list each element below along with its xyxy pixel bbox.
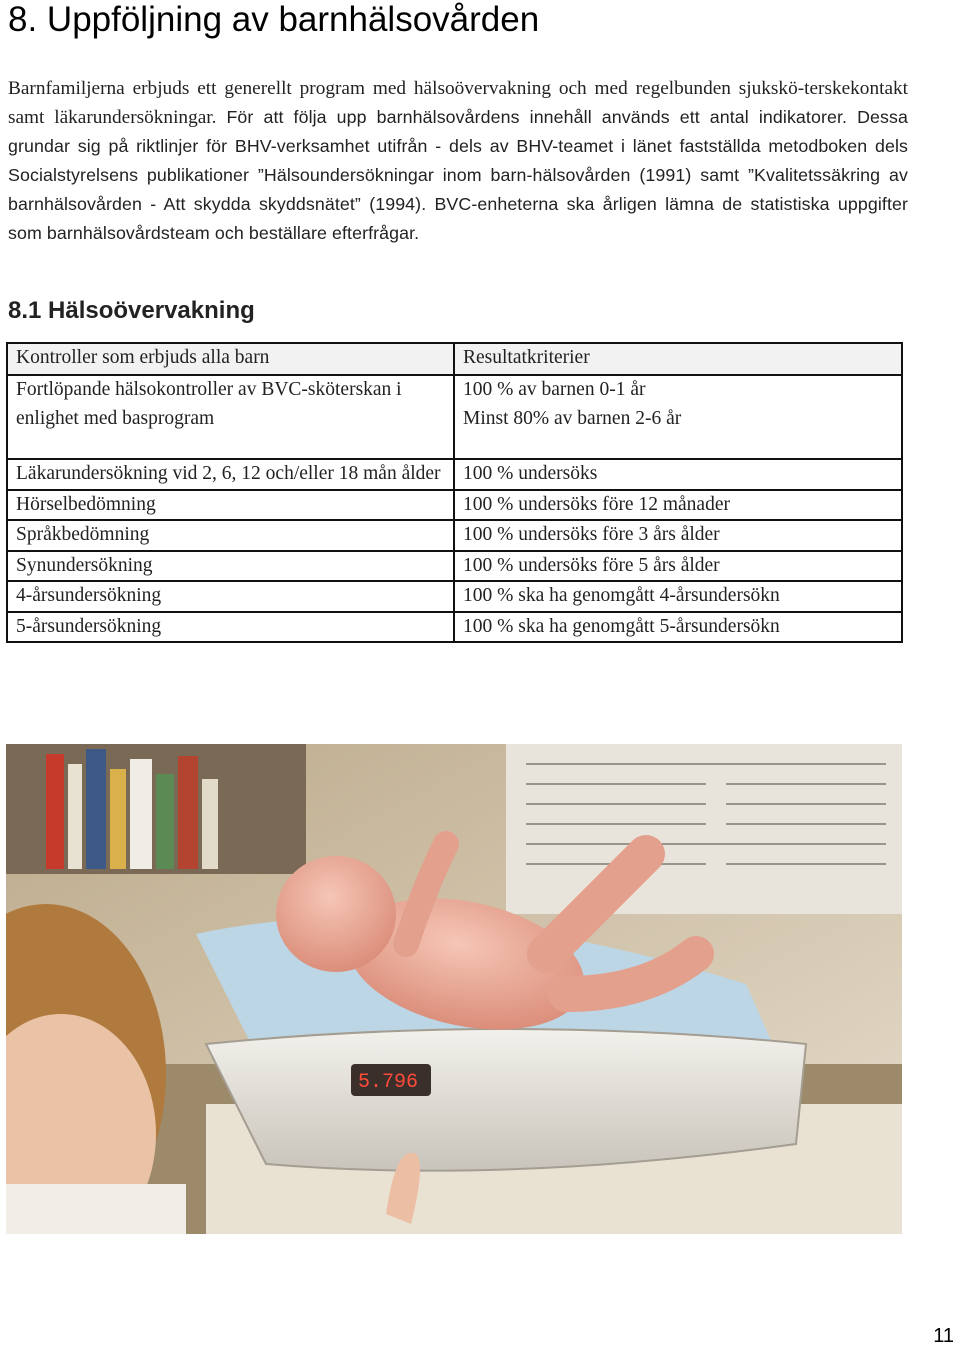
- table-row: [7, 459, 902, 490]
- criteria-cell: 100 % undersöks före 5 års ålder: [454, 551, 902, 582]
- criteria-line-2: Minst 80% av barnen 2-6 år: [463, 407, 682, 429]
- control-cell: Hörselbedömning: [7, 490, 454, 521]
- baby-weighing-photo: [6, 744, 902, 1234]
- page-title: 8. Uppföljning av barnhälsovården: [8, 0, 540, 39]
- criteria-cell: 100 % ska ha genomgått 5-årsundersökn: [454, 612, 902, 643]
- table-row: [7, 612, 902, 643]
- table-row: [7, 581, 902, 612]
- control-cell: Läkarundersökning vid 2, 6, 12 och/eller 18 mån ålder: [7, 459, 454, 490]
- section-heading: 8.1 Hälsoövervakning: [8, 297, 255, 324]
- control-cell: Fortlöpande hälsokontroller av BVC-sköterskan i enlighet med basprogram: [7, 375, 454, 459]
- criteria-cell: 100 % undersöks före 3 års ålder: [454, 520, 902, 551]
- intro-paragraph: [8, 75, 908, 248]
- table-row: [7, 490, 902, 521]
- criteria-cell: 100 % ska ha genomgått 4-årsundersökn: [454, 581, 902, 612]
- control-cell: 5-årsundersökning: [7, 612, 454, 643]
- table-header-row: [7, 343, 902, 375]
- criteria-cell: 100 % undersöks före 12 månader: [454, 490, 902, 521]
- criteria-line-1: 100 % av barnen 0-1 år: [463, 379, 646, 400]
- intro-text-1: Barnfamiljerna erbjuds ett generellt program med hälsoövervakning och med regelbunden sjukskö-terskekontakt samt läkarundersökningar.: [8, 78, 908, 128]
- criteria-cell: 100 % undersöks: [454, 459, 902, 490]
- table-row: [7, 520, 902, 551]
- header-controls: Kontroller som erbjuds alla barn: [7, 343, 454, 375]
- table-row: [7, 551, 902, 582]
- intro-text-3a: Dessa grundar sig på riktlinjer för BHV-verksamhet utifrån - dels av BHV-teamet i länet fastställda metodboken dels Socialstyrelsens publikationer ”Hälsoundersökningar inom barn-hälsovården (1991) samt ”Kvalitetssäkring av barnhälsovården - Att skydda skyddsnätet” (1994). BVC-enheterna ska årligen lämna de statistiska uppgifter som barnhälsovårdsteam och beställare efterfrågar.: [8, 107, 908, 243]
- criteria-cell: [454, 375, 902, 459]
- control-cell: 4-årsundersökning: [7, 581, 454, 612]
- control-cell: Språkbedömning: [7, 520, 454, 551]
- health-monitoring-table: [6, 342, 903, 643]
- intro-text-2: För att följa upp barnhälsovårdens innehåll används ett antal indikatorer.: [216, 107, 848, 127]
- table-row: [7, 375, 902, 459]
- header-criteria: Resultatkriterier: [454, 343, 902, 375]
- scale-display: 5.796: [358, 1071, 419, 1094]
- page-number: 11: [933, 1325, 954, 1347]
- photo-illustration: [6, 744, 902, 1234]
- control-cell: Synundersökning: [7, 551, 454, 582]
